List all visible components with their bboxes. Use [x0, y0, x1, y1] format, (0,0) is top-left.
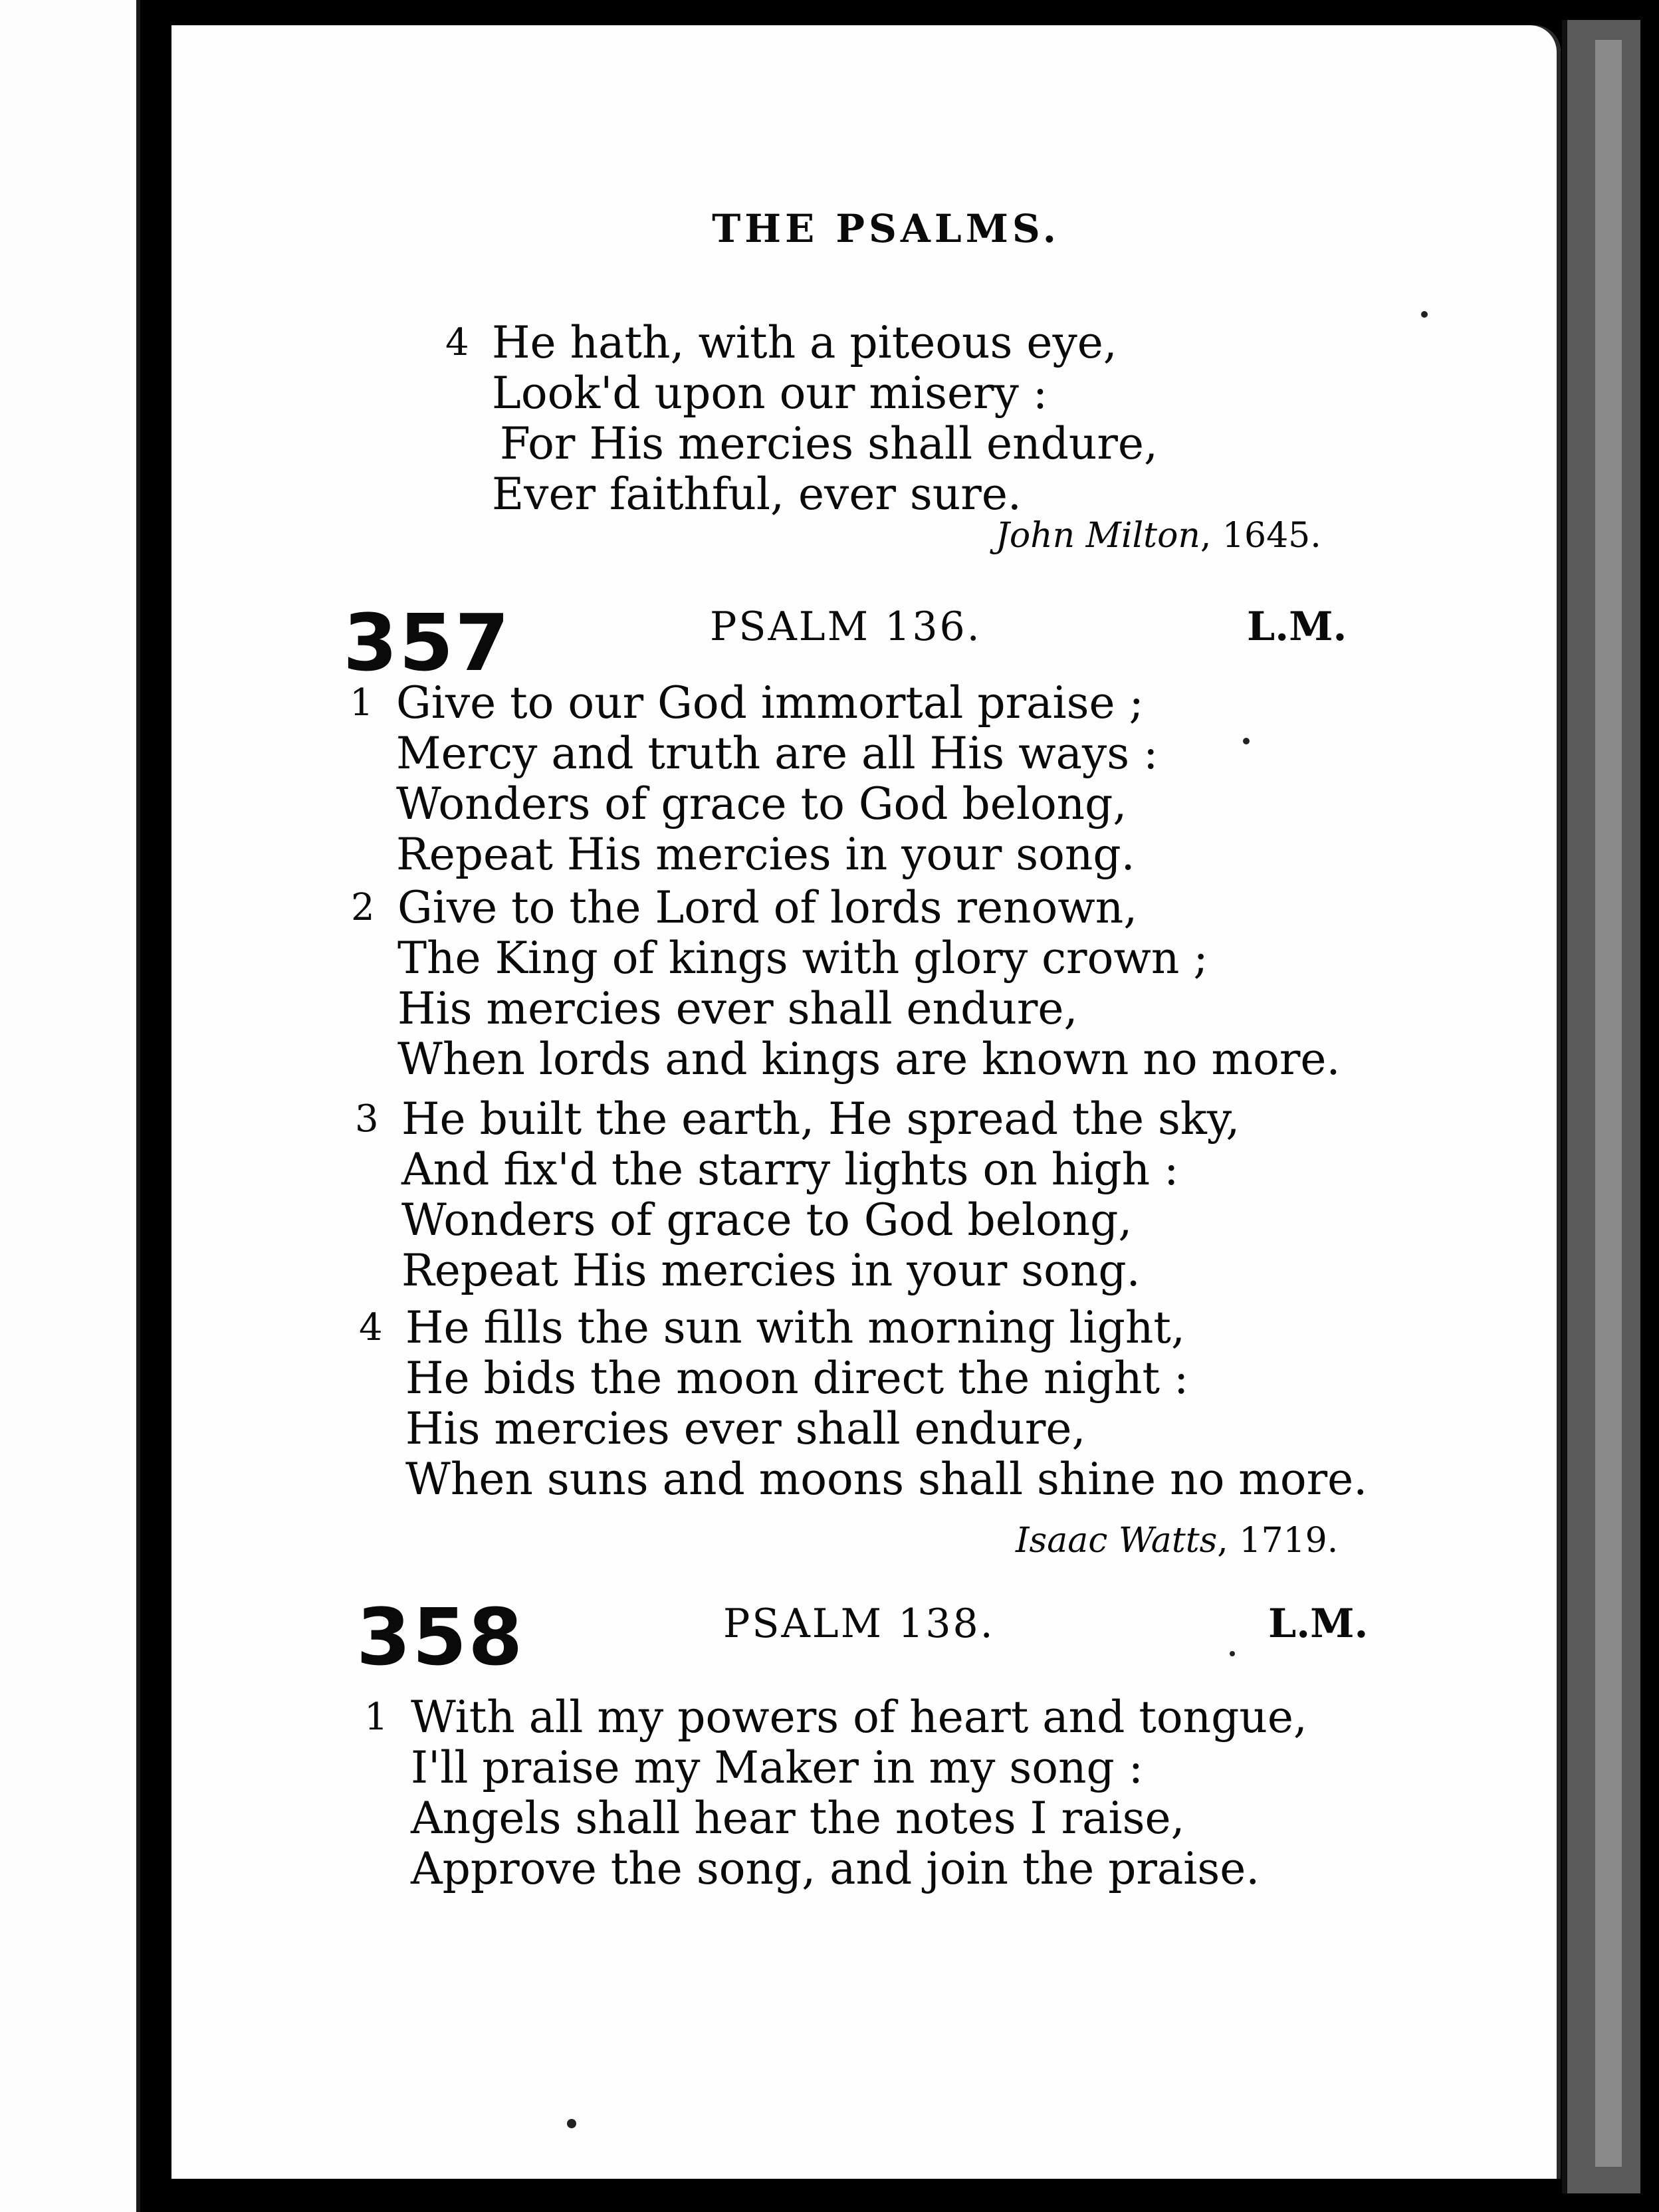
stanza-line: Wonders of grace to God belong, — [401, 1194, 1133, 1246]
hymn-meter: L.M. — [1268, 1601, 1369, 1647]
stanza-line: When lords and kings are known no more. — [397, 1034, 1341, 1085]
stanza-line: Ever faithful, ever sure. — [492, 469, 1022, 520]
scan-speck — [1243, 738, 1250, 744]
hymn-number: 358 — [356, 1591, 524, 1683]
hymn-357-stanza-3 — [355, 1093, 1240, 1296]
book-fore-edge-inner — [1595, 40, 1622, 2167]
stanza-line: Give to our God immortal praise ; — [396, 677, 1144, 728]
hymn-number: 357 — [343, 597, 511, 689]
author-name: John Milton — [996, 516, 1200, 556]
hymn-358-stanza-1 — [364, 1692, 1307, 1894]
hymn-meter: L.M. — [1247, 604, 1347, 650]
stanza-line: He bids the moon direct the night : — [405, 1353, 1189, 1404]
hymn-357-attribution — [1016, 1521, 1338, 1561]
scan-speck — [1230, 1651, 1235, 1656]
prev-hymn-stanza-4 — [445, 317, 1158, 520]
stanza-line: I'll praise my Maker in my song : — [411, 1742, 1143, 1793]
stanza-line: Give to the Lord of lords renown, — [397, 882, 1138, 933]
stanza-number: 1 — [364, 1696, 388, 1739]
stanza-number: 4 — [445, 321, 469, 364]
hymnal-page — [171, 25, 1561, 2179]
stanza-line: Wonders of grace to God belong, — [396, 778, 1127, 830]
stanza-line: He hath, with a piteous eye, — [492, 317, 1117, 368]
scan-speck — [1421, 311, 1428, 318]
stanza-line: Repeat His mercies in your song. — [396, 829, 1135, 880]
stanza-line: And fix'd the starry lights on high : — [401, 1144, 1179, 1195]
scan-speck — [567, 2119, 576, 2128]
hymn-title: PSALM 136. — [710, 604, 982, 650]
stanza-line: He built the earth, He spread the sky, — [401, 1093, 1240, 1145]
author-year: , 1719. — [1217, 1521, 1339, 1561]
running-head: THE PSALMS. — [712, 206, 1060, 251]
stanza-line: When suns and moons shall shine no more. — [405, 1454, 1368, 1505]
stanza-line: The King of kings with glory crown ; — [397, 933, 1208, 984]
stanza-line: He fills the sun with morning light, — [405, 1302, 1185, 1353]
author-name: Isaac Watts — [1016, 1521, 1218, 1561]
stanza-line: His mercies ever shall endure, — [405, 1403, 1086, 1454]
author-year: , 1645. — [1200, 516, 1321, 556]
stanza-number: 4 — [359, 1306, 383, 1349]
stanza-number: 3 — [355, 1097, 379, 1141]
stanza-number: 2 — [351, 886, 375, 929]
facing-page-edge — [0, 0, 140, 2212]
stanza-line: Approve the song, and join the praise. — [411, 1843, 1260, 1894]
stanza-number: 1 — [350, 681, 374, 724]
hymn-title: PSALM 138. — [723, 1601, 995, 1647]
stanza-line: Mercy and truth are all His ways : — [396, 728, 1159, 779]
hymn-357-stanza-2 — [351, 882, 1341, 1085]
prev-hymn-attribution — [996, 516, 1321, 556]
stanza-line: His mercies ever shall endure, — [397, 983, 1078, 1034]
stanza-line: With all my powers of heart and tongue, — [411, 1692, 1307, 1743]
hymn-357-stanza-4 — [359, 1302, 1368, 1505]
stanza-line: For His mercies shall endure, — [500, 418, 1158, 469]
stanza-line: Look'd upon our misery : — [492, 368, 1048, 419]
stanza-line: Repeat His mercies in your song. — [401, 1245, 1141, 1296]
hymn-357-stanza-1 — [350, 677, 1159, 880]
stanza-line: Angels shall hear the notes I raise, — [411, 1793, 1185, 1844]
